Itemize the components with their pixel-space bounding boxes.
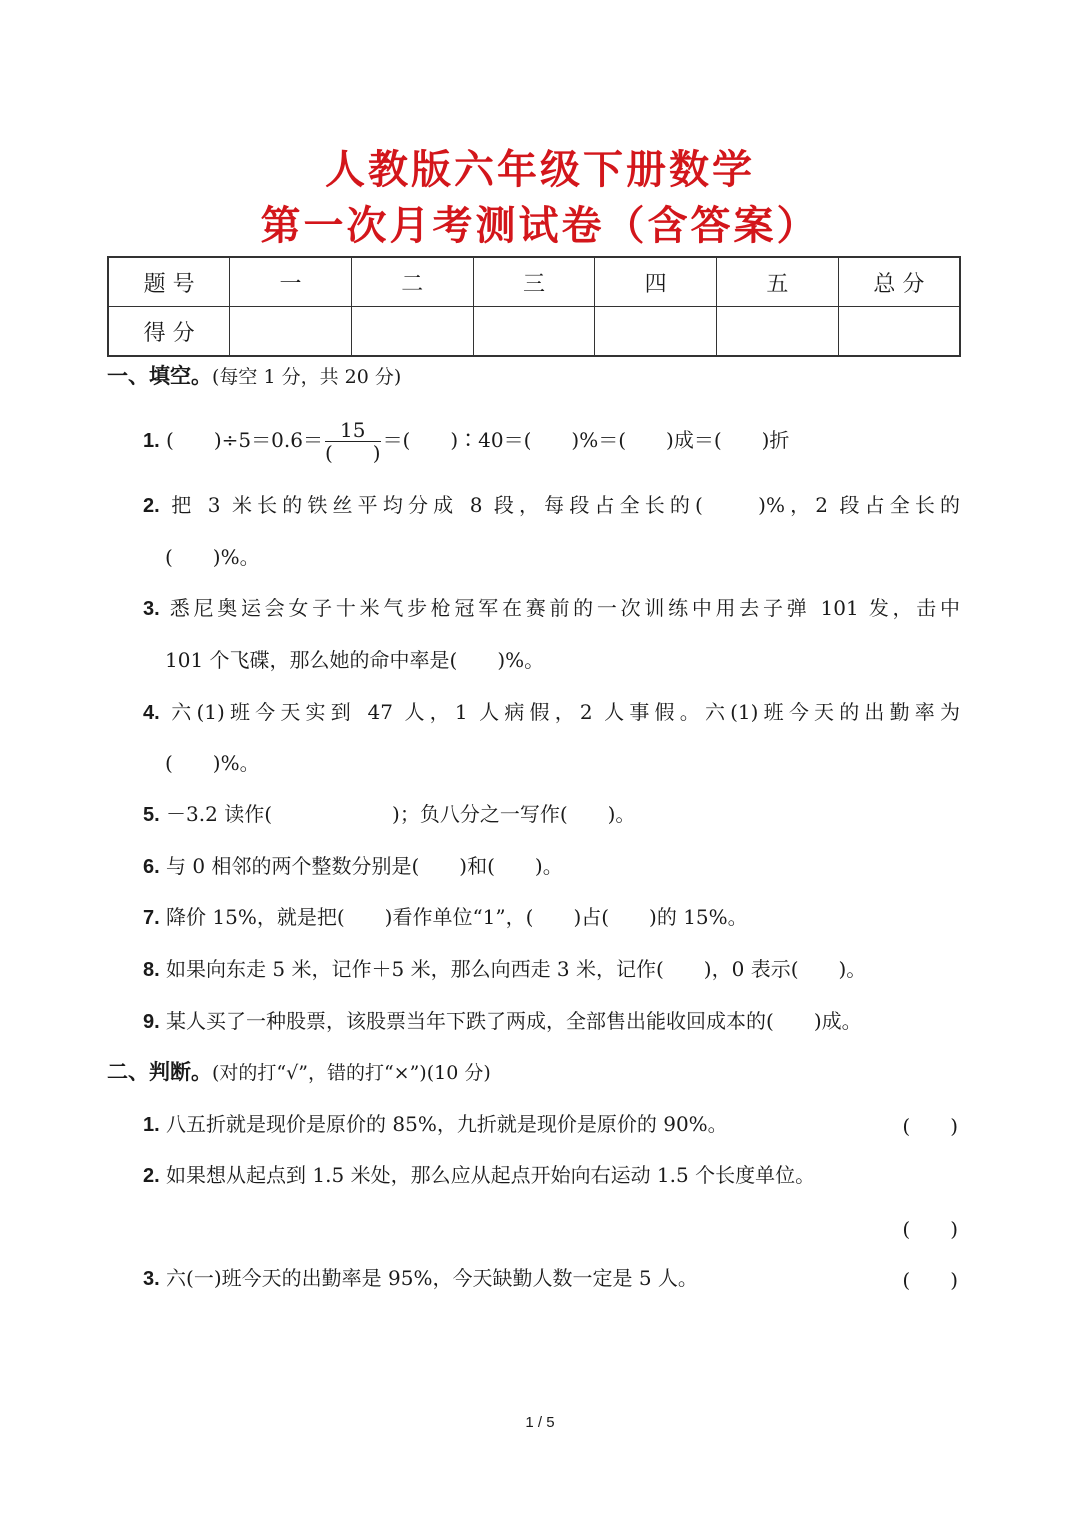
question-1-3-line2: 101 个飞碟，那么她的命中率是( )%。 <box>165 648 545 672</box>
section1-note: (每空 1 分，共 20 分) <box>212 366 402 388</box>
score-header-cell: 题 号 <box>108 257 230 307</box>
question-text: 六(一)班今天的出勤率是 95%，今天缺勤人数一定是 5 人。 <box>166 1266 698 1290</box>
question-text: 如果向东走 5 米，记作＋5 米，那么向西走 3 米，记作( )，0 表示( )。 <box>166 957 867 981</box>
answer-bracket: ( ) <box>902 1114 958 1138</box>
score-header-cell: 一 <box>230 257 352 307</box>
question-number: 1. <box>143 430 160 452</box>
question-text: ( )÷5＝0.6＝ <box>166 428 323 452</box>
question-number: 3. <box>143 598 160 620</box>
question-number: 4. <box>143 702 160 724</box>
score-cell <box>717 307 839 357</box>
section1-heading <box>107 362 401 391</box>
question-1-6 <box>143 852 563 881</box>
question-number: 2. <box>143 1165 160 1187</box>
question-1-3-line1 <box>143 594 960 623</box>
question-1-5 <box>143 800 635 829</box>
section2-title: 二、判断。 <box>107 1059 212 1084</box>
question-text: 某人买了一种股票，该股票当年下跌了两成，全部售出能收回成本的( )成。 <box>166 1009 862 1033</box>
score-header-cell: 总 分 <box>838 257 960 307</box>
question-1-7 <box>143 903 748 932</box>
question-text: ＝( )∶40＝( )%＝( )成＝( )折 <box>382 428 790 452</box>
score-header-cell: 四 <box>595 257 717 307</box>
question-2-3 <box>143 1264 698 1293</box>
question-1-4-line1 <box>143 698 960 727</box>
question-1-2-line1 <box>143 491 960 520</box>
question-1-1 <box>143 418 789 464</box>
question-text: 八五折就是现价是原价的 85%，九折就是现价是原价的 90%。 <box>166 1112 728 1136</box>
score-table <box>107 256 961 357</box>
question-number: 3. <box>143 1268 160 1290</box>
fraction-numerator: 15 <box>325 419 381 442</box>
answer-bracket: ( ) <box>902 1217 958 1241</box>
score-header-cell: 五 <box>717 257 839 307</box>
question-number: 9. <box>143 1011 160 1033</box>
question-number: 8. <box>143 959 160 981</box>
question-text: －3.2 读作( )；负八分之一写作( )。 <box>166 802 636 826</box>
score-cell <box>473 307 595 357</box>
score-cell <box>351 307 473 357</box>
section1-title: 一、填空。 <box>107 363 212 388</box>
title-line-2: 第一次月考测试卷（含答案） <box>260 202 820 249</box>
question-number: 2. <box>143 495 160 517</box>
question-1-4-line2: ( )%。 <box>165 751 260 775</box>
question-2-1 <box>143 1110 728 1139</box>
score-cell <box>838 307 960 357</box>
section2-note: (对的打“√”，错的打“×”)(10 分) <box>212 1062 491 1084</box>
question-1-8 <box>143 955 866 984</box>
score-cell <box>230 307 352 357</box>
fraction-denominator: ( ) <box>324 441 381 465</box>
score-row-label: 得 分 <box>108 307 230 357</box>
title-line-1: 人教版六年级下册数学 <box>325 146 755 193</box>
page-number: 1 / 5 <box>525 1414 555 1431</box>
question-number: 7. <box>143 907 160 929</box>
question-text: 把 3 米长的铁丝平均分成 8 段，每段占全长的( )%，2 段占全长的 <box>171 493 960 517</box>
score-cell <box>595 307 717 357</box>
question-number: 1. <box>143 1114 160 1136</box>
question-number: 6. <box>143 856 160 878</box>
question-text: 悉尼奥运会女子十米气步枪冠军在赛前的一次训练中用去子弹 101 发，击中 <box>169 596 961 620</box>
score-header-cell: 二 <box>351 257 473 307</box>
question-text: 六(1)班今天实到 47 人，1 人病假，2 人事假。六(1)班今天的出勤率为 <box>171 700 960 724</box>
question-1-9 <box>143 1007 862 1036</box>
question-text: 与 0 相邻的两个整数分别是( )和( )。 <box>166 854 563 878</box>
score-table-score-row <box>108 307 960 357</box>
section2-heading <box>107 1058 491 1087</box>
question-text: 降价 15%，就是把( )看作单位“1”，( )占( )的 15%。 <box>166 905 748 929</box>
question-1-2-line2: ( )%。 <box>165 545 260 569</box>
fraction <box>325 419 381 464</box>
question-number: 5. <box>143 804 160 826</box>
question-text: 如果想从起点到 1.5 米处，那么应从起点开始向右运动 1.5 个长度单位。 <box>166 1163 816 1187</box>
answer-bracket: ( ) <box>902 1268 958 1292</box>
score-table-header-row <box>108 257 960 307</box>
question-2-2 <box>143 1161 815 1190</box>
score-header-cell: 三 <box>473 257 595 307</box>
